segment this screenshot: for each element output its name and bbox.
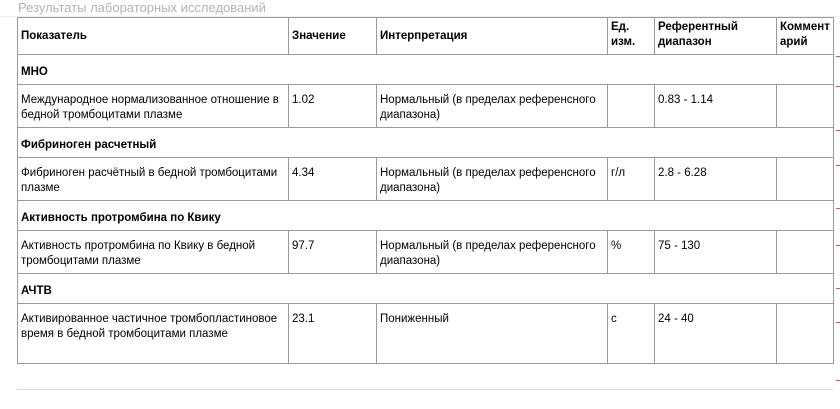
header-indicator: Показатель (18, 18, 289, 55)
cell-comment (777, 85, 834, 128)
bottom-divider (17, 389, 833, 390)
edge-marker (836, 130, 840, 131)
table-row (18, 85, 834, 128)
cell-comment (777, 304, 834, 364)
header-unit: Ед. изм. (608, 18, 655, 55)
cell-indicator: Активность протромбина по Квику в бедной тромбоцитами плазме (18, 231, 289, 274)
edge-marker (836, 56, 840, 57)
cell-unit: г/л (608, 158, 655, 201)
cell-indicator: Международное нормализованное отношение в бедной тромбоцитами плазме (18, 85, 289, 128)
cell-interpretation: Нормальный (в пределах референсного диапазона) (377, 231, 608, 274)
cell-unit: % (608, 231, 655, 274)
edge-marker (836, 208, 840, 209)
table-row (18, 304, 834, 364)
header-interpretation: Интерпретация (377, 18, 608, 55)
section-title: МНО (18, 55, 834, 85)
cell-value: 4.34 (289, 158, 377, 201)
cell-comment (777, 158, 834, 201)
section-row-prothrombin (18, 201, 834, 231)
edge-marker (836, 288, 840, 289)
cell-indicator: Активированное частичное тромбопластиновое время в бедной тромбоцитами плазме (18, 304, 289, 364)
cell-value: 23.1 (289, 304, 377, 364)
table-row (18, 158, 834, 201)
cell-comment (777, 231, 834, 274)
page-title: Результаты лабораторных исследований (18, 0, 266, 15)
header-reference: Референтный диапазон (655, 18, 777, 55)
table-row (18, 231, 834, 274)
cell-interpretation: Нормальный (в пределах референсного диапазона) (377, 85, 608, 128)
edge-marker (836, 380, 840, 381)
cell-reference: 0.83 - 1.14 (655, 85, 777, 128)
cell-reference: 2.8 - 6.28 (655, 158, 777, 201)
section-title: Фибриноген расчетный (18, 128, 834, 158)
header-comment: Комментарий (777, 18, 834, 55)
section-title: Активность протромбина по Квику (18, 201, 834, 231)
cell-unit (608, 85, 655, 128)
edge-marker (836, 245, 840, 246)
cell-value: 1.02 (289, 85, 377, 128)
edge-marker (836, 322, 840, 323)
cell-unit: с (608, 304, 655, 364)
edge-marker (836, 86, 840, 87)
cell-value: 97.7 (289, 231, 377, 274)
header-value: Значение (289, 18, 377, 55)
cell-interpretation: Нормальный (в пределах референсного диапазона) (377, 158, 608, 201)
cell-reference: 24 - 40 (655, 304, 777, 364)
section-row-aptt (18, 274, 834, 304)
section-row-fibrinogen (18, 128, 834, 158)
cell-reference: 75 - 130 (655, 231, 777, 274)
table-header-row (18, 18, 834, 55)
lab-results-table (17, 17, 834, 364)
edge-marker (836, 165, 840, 166)
cell-interpretation: Пониженный (377, 304, 608, 364)
section-title: АЧТВ (18, 274, 834, 304)
cell-indicator: Фибриноген расчётный в бедной тромбоцитами плазме (18, 158, 289, 201)
section-row-mno (18, 55, 834, 85)
